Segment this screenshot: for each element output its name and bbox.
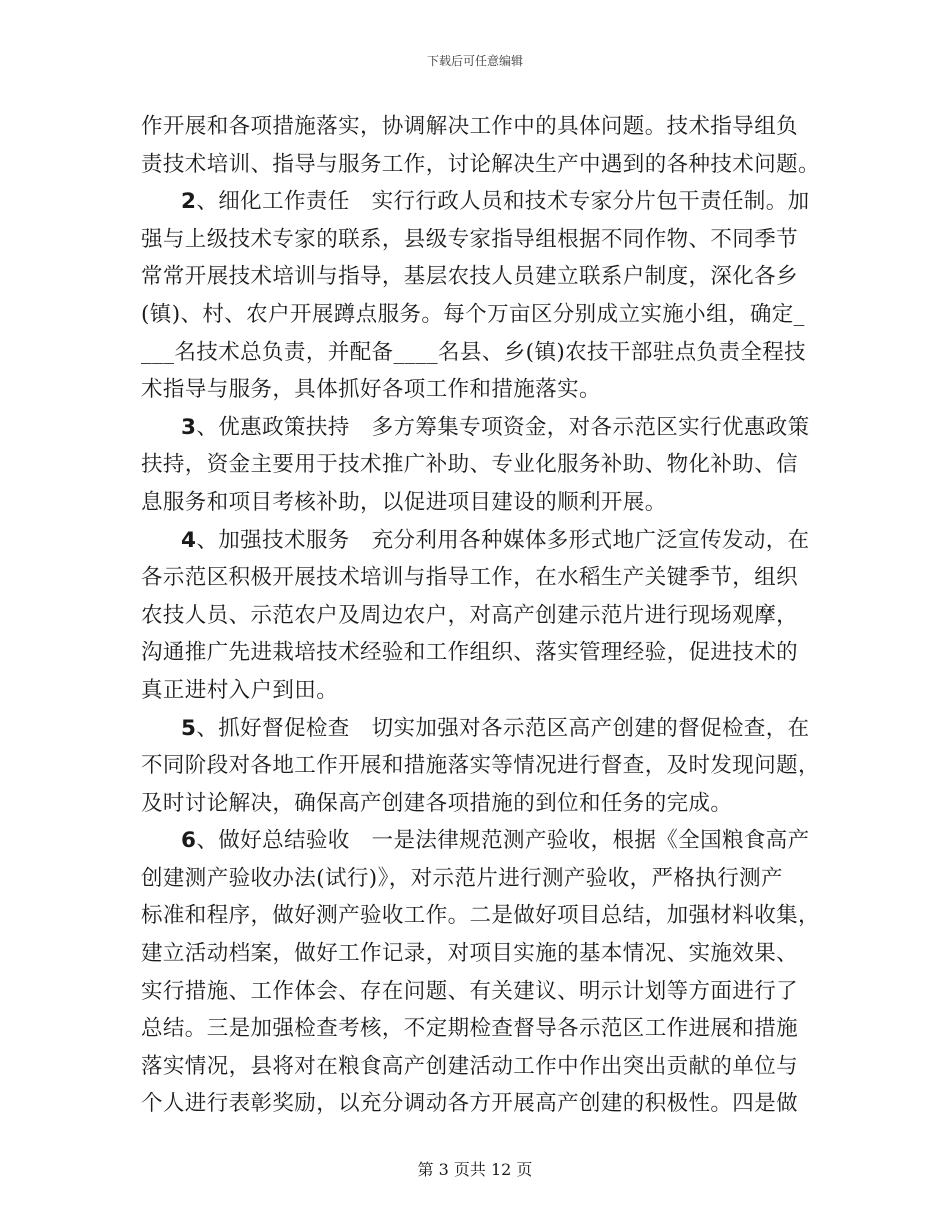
text-line: 责技术培训、指导与服务工作，讨论解决生产中遇到的各种技术问题。 (141, 151, 820, 177)
text-line: ___名技术总负责，并配备____名县、乡(镇)农技干部驻点负责全程技 (141, 339, 807, 365)
text-line: 建立活动档案，做好工作记录，对项目实施的基本情况、实施效果、 (141, 941, 799, 967)
text-line: 作开展和各项措施落实，协调解决工作中的具体问题。技术指导组负 (141, 114, 799, 139)
document-body (141, 108, 820, 1123)
text-line: 强与上级技术专家的联系，县级专家指导组根据不同作物、不同季节 (141, 226, 799, 252)
text-line: 息服务和项目考核补助，以促进项目建设的顺利开展。 (141, 489, 667, 515)
text-line: 各示范区积极开展技术培训与指导工作，在水稻生产关键季节，组织 (141, 565, 799, 591)
text-line: 实行措施、工作体会、存在问题、有关建议、明示计划等方面进行了 (141, 978, 799, 1004)
text-line: (镇)、村、农户开展蹲点服务。每个万亩区分别成立实施小组，确定_ (141, 301, 805, 327)
text-line: 扶持，资金主要用于技术推广补助、专业化服务补助、物化补助、信 (141, 452, 799, 478)
section-number: 2 (181, 189, 197, 215)
text-line: 不同阶段对各地工作开展和措施落实等情况进行督查，及时发现问题， (141, 753, 820, 779)
text-line: 及时讨论解决，确保高产创建各项措施的到位和任务的完成。 (141, 790, 733, 816)
section-heading-line: 3、优惠政策扶持 多方筹集专项资金，对各示范区实行优惠政策 (181, 414, 810, 440)
text-line: 个人进行表彰奖励，以充分调动各方开展高产创建的积极性。四是做 (141, 1091, 799, 1117)
section-heading-line: 4、加强技术服务 充分利用各种媒体多形式地广泛宣传发动，在 (181, 527, 810, 553)
text-line: 术指导与服务，具体抓好各项工作和措施落实。 (141, 377, 601, 403)
section-number: 3 (181, 414, 197, 440)
text-line: 真正进村入户到田。 (141, 677, 339, 703)
section-number: 4 (181, 527, 197, 553)
section-number: 6 (181, 828, 197, 854)
text-line: 总结。三是加强检查考核，不定期检查督导各示范区工作进展和措施 (141, 1016, 799, 1042)
page-header: 下载后可任意编辑 (426, 54, 523, 68)
section-number: 5 (181, 715, 197, 741)
text-line: 标准和程序，做好测产验收工作。二是做好项目总结，加强材料收集， (141, 903, 820, 929)
text-line: 农技人员、示范农户及周边农户，对高产创建示范片进行现场观摩， (141, 602, 799, 628)
page-number: 第 3 页共 12 页 (417, 1160, 533, 1179)
text-line: 落实情况，县将对在粮食高产创建活动工作中作出突出贡献的单位与 (141, 1053, 799, 1079)
section-heading-line: 6、做好总结验收 一是法律规范测产验收，根据《全国粮食高产 (181, 828, 810, 854)
section-heading-line: 5、抓好督促检查 切实加强对各示范区高产创建的督促检查，在 (181, 715, 810, 741)
section-heading-line: 2、细化工作责任 实行行政人员和技术专家分片包干责任制。加 (181, 189, 810, 215)
text-line: 创建测产验收办法(试行)》，对示范片进行测产验收，严格执行测产 (141, 865, 783, 891)
text-line: 沟通推广先进栽培技术经验和工作组织、落实管理经验，促进技术的 (141, 640, 799, 666)
text-line: 常常开展技术培训与指导，基层农技人员建立联系户制度，深化各乡 (141, 264, 799, 290)
